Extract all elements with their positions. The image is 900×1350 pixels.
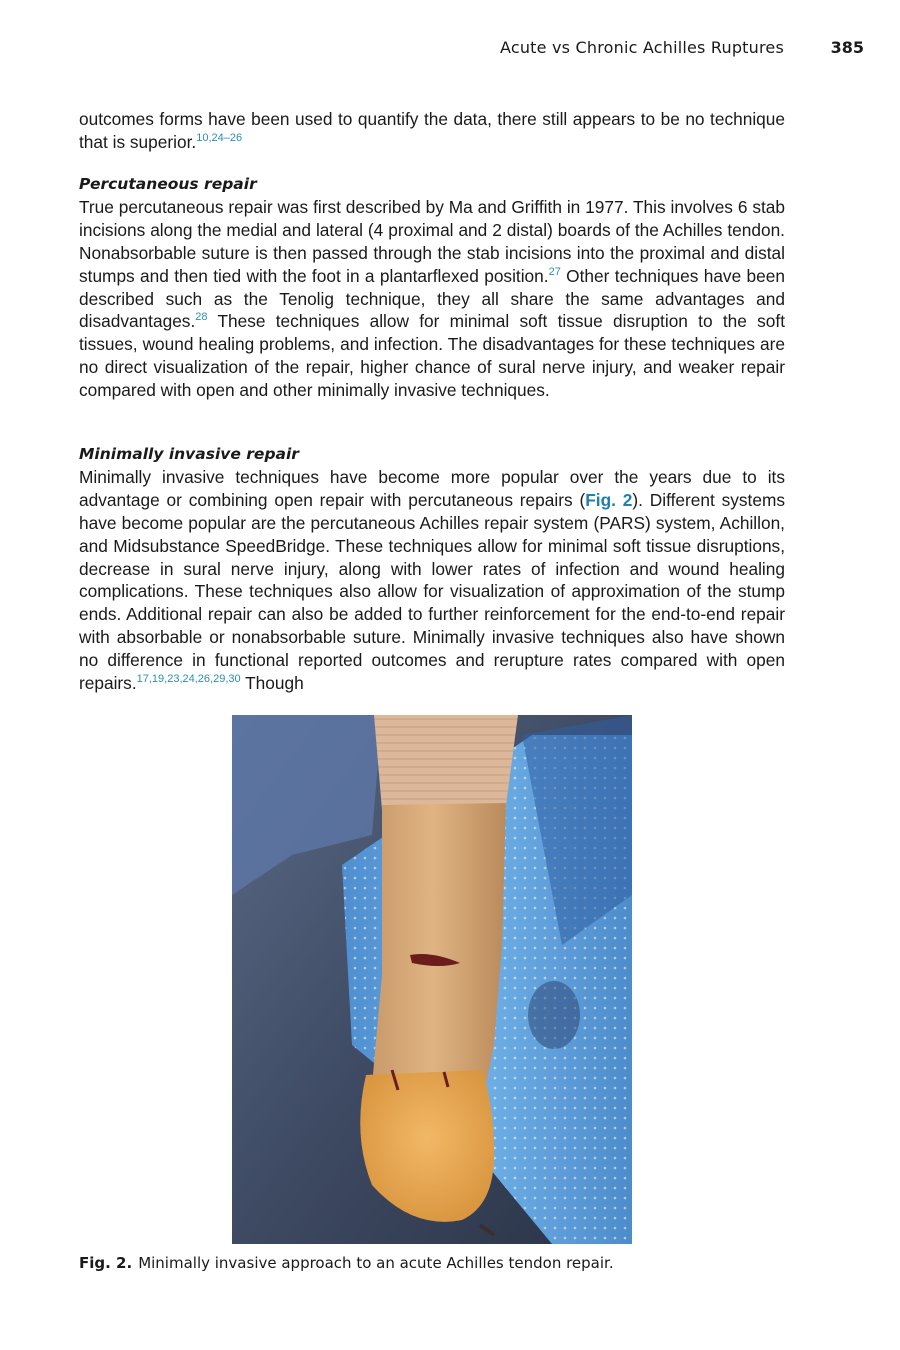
paragraph-text: Other techniques have been described such as the Tenolig technique, they all share the same advantages and disadvantages. [79, 265, 785, 332]
figure-photo [232, 715, 632, 1244]
citation-link[interactable]: 28 [195, 311, 208, 324]
paragraph-text: True percutaneous repair was first described by Ma and Griffith in 1977. This involves 6 stab incisions along the medial and lateral (4 proximal and 2 distal) boards of the Achilles tendon. Nonabsorbable suture is then passed through the stab incisions into the proximal and distal stumps and then tied with the foot in a plantarflexed position. [79, 196, 785, 286]
page-number: 385 [830, 38, 864, 57]
elastic-bandage [374, 715, 518, 810]
section-percutaneous [79, 173, 785, 402]
drape-stain [528, 981, 580, 1049]
paragraph-text: ). Different systems have become popular are the percutaneous Achilles repair system (PARS) system, Achillon, and Midsubstance SpeedBridge. These techniques allow for minimal soft tissue disruptions, decrease in sural nerve injury, along with lower rates of infection and wound healing complications. These techniques also allow for visualization of approximation of the stump ends. Additional repair can also be added to further reinforcement for the end-to-end repair with absorbable or nonabsorbable suture. Minimally invasive techniques also have shown no difference in functional reported outcomes and rerupture rates compared with open repairs. [79, 489, 785, 694]
paragraph-text: These techniques allow for minimal soft tissue disruption to the soft tissues, wound healing problems, and infection. The disadvantages for these techniques are no direct visualization of the repair, higher chance of sural nerve injury, and weaker repair compared with open and other minimally invasive techniques. [79, 311, 785, 401]
lower-leg [372, 803, 506, 1085]
running-title: Acute vs Chronic Achilles Ruptures [499, 38, 784, 57]
section-heading-percutaneous: Percutaneous repair [79, 175, 257, 193]
section-minimally-invasive [79, 443, 785, 695]
citation-link[interactable]: 10,24–26 [196, 132, 243, 145]
figure-caption [79, 1254, 614, 1272]
intro-text: outcomes forms have been used to quantify the data, there still appears to be no technique that is superior. [79, 109, 785, 152]
paragraph-text: Though [240, 673, 304, 694]
percutaneous-paragraph [79, 196, 785, 402]
intro-paragraph [79, 108, 785, 154]
citation-link[interactable]: 27 [548, 265, 561, 278]
citation-link[interactable]: 17,19,23,24,26,29,30 [136, 673, 241, 686]
figure-label: Fig. 2. [79, 1254, 133, 1272]
achilles-repair-photo [232, 715, 632, 1244]
section-heading-minimally-invasive: Minimally invasive repair [79, 445, 299, 463]
figure-reference-link[interactable]: Fig. 2 [585, 489, 633, 510]
minimally-invasive-paragraph [79, 466, 785, 695]
paragraph-text: Minimally invasive techniques have become more popular over the years due to its advantage or combining open repair with percutaneous repairs ( [79, 466, 785, 510]
caption-text: Minimally invasive approach to an acute Achilles tendon repair. [138, 1254, 614, 1272]
page-header [0, 36, 900, 60]
